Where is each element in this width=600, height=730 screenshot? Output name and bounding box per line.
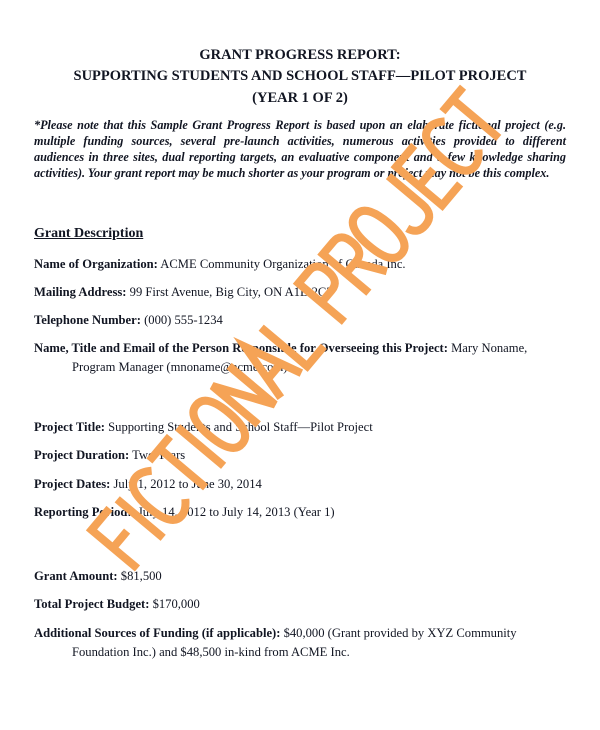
field-value: July 14, 2012 to July 14, 2013 (Year 1)	[131, 505, 335, 519]
field-label: Additional Sources of Funding (if applicable):	[34, 626, 281, 640]
field-label: Total Project Budget:	[34, 597, 150, 611]
watermark-letter-j	[370, 176, 434, 236]
field-value: Two Years	[129, 448, 186, 462]
field-value: Mary Noname,	[447, 341, 528, 355]
disclaimer-note: *Please note that this Sample Grant Progress Report is based upon an elaborate fictional project (e.g. multiple funding sources, several pre-launch activities, numerous activities provided to different audiences in three sites, dual reporting targets, an evaluative component and a few knowledge sharing activities). Your grant report may be much shorter as your program or project may not be this complex.	[34, 118, 566, 180]
field-label: Project Title:	[34, 420, 105, 434]
field-label: Mailing Address:	[34, 285, 127, 299]
field-grant-amount	[34, 567, 582, 586]
report-title-line-1: GRANT PROGRESS REPORT:	[199, 47, 401, 63]
field-value: ACME Community Organization of Canada Inc.	[157, 257, 406, 271]
field-organization	[34, 255, 582, 274]
section-heading: Grant Description	[34, 226, 144, 241]
field-label: Grant Amount:	[34, 569, 118, 583]
field-additional-funding	[34, 624, 582, 662]
field-reporting-period	[34, 503, 582, 522]
field-project-dates	[34, 475, 582, 494]
field-project-title	[34, 418, 582, 437]
field-label: Name, Title and Email of the Person Responsible for Overseeing this Project:	[34, 341, 448, 355]
field-value: (000) 555-1234	[140, 313, 223, 327]
field-value-cont: Foundation Inc.) and $48,500 in-kind from ACME Inc.	[72, 645, 350, 659]
field-value: 99 First Avenue, Big City, ON A1B 2C3	[126, 285, 333, 299]
field-label: Project Duration:	[34, 448, 130, 462]
field-value: July 1, 2012 to June 30, 2014	[110, 477, 262, 491]
field-value: Supporting Students and School Staff—Pilot Project	[105, 420, 373, 434]
field-responsible-person	[34, 339, 582, 377]
field-label: Telephone Number:	[34, 313, 141, 327]
field-value-cont: Program Manager (mnoname@acme.com)	[72, 360, 288, 374]
field-label: Name of Organization:	[34, 257, 158, 271]
field-mailing-address	[34, 283, 582, 302]
field-value: $81,500	[117, 569, 162, 583]
report-title-line-3: (YEAR 1 OF 2)	[252, 90, 348, 106]
field-label: Project Dates:	[34, 477, 111, 491]
report-title-line-2: SUPPORTING STUDENTS AND SCHOOL STAFF—PILOT PROJECT	[73, 68, 527, 84]
field-value: $170,000	[149, 597, 200, 611]
field-label: Reporting Period:	[34, 505, 132, 519]
field-project-duration	[34, 446, 582, 465]
field-telephone	[34, 311, 582, 330]
field-value: $40,000 (Grant provided by XYZ Community	[280, 626, 517, 640]
field-total-budget	[34, 595, 582, 614]
